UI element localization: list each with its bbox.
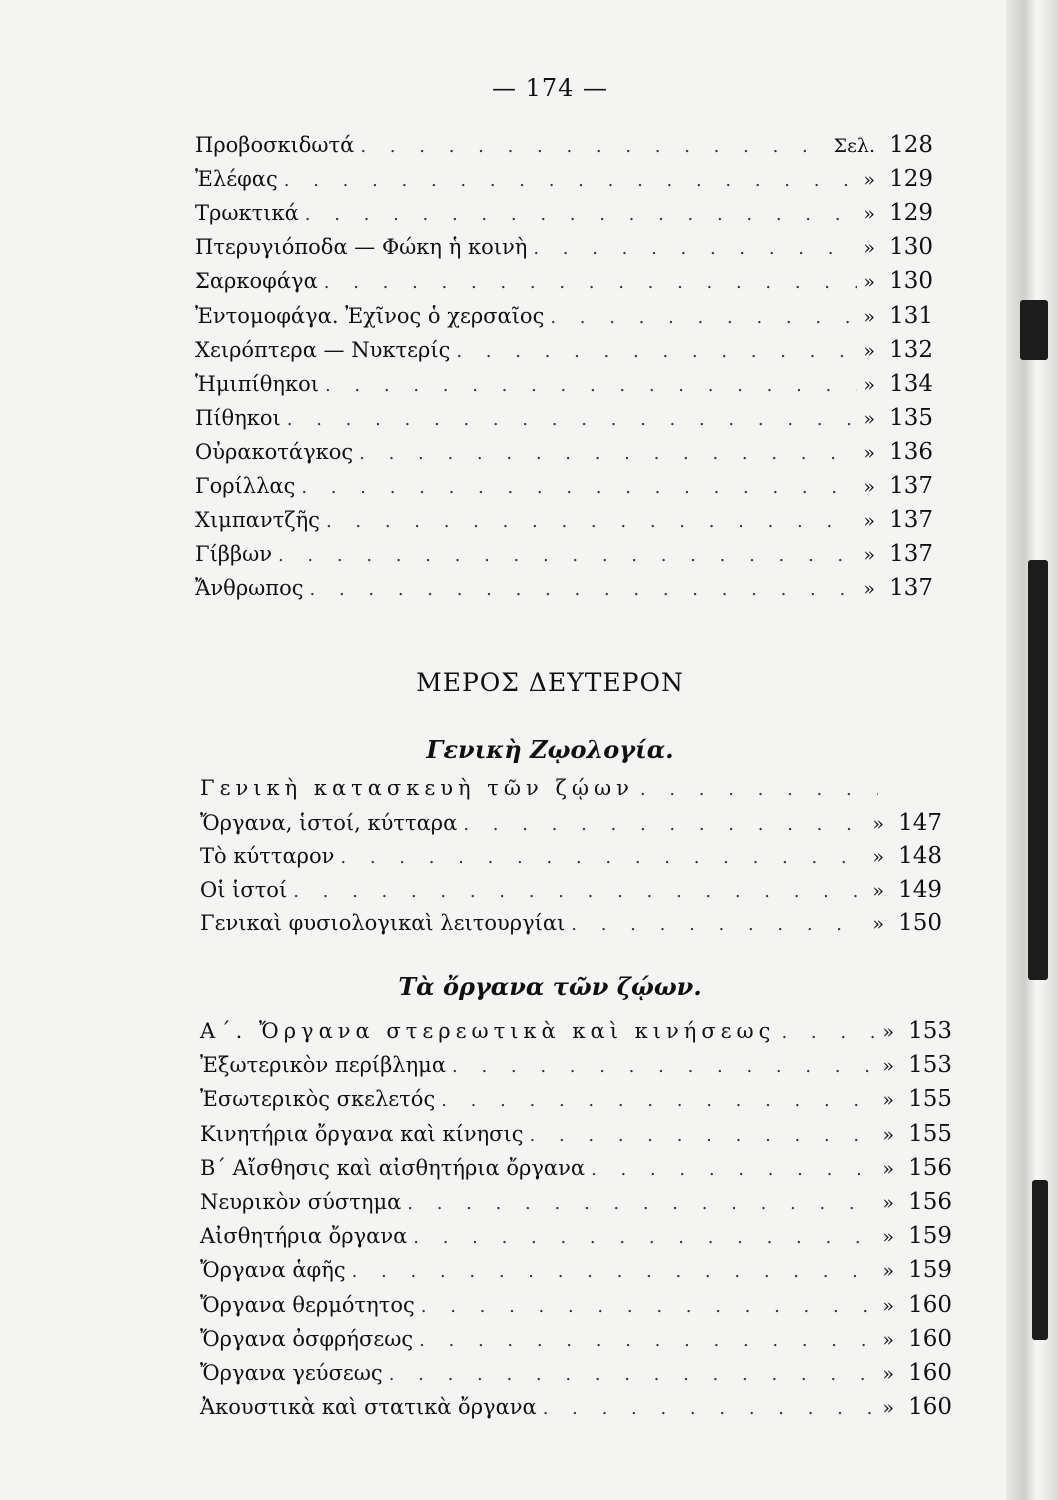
ditto-mark: » (882, 1021, 894, 1043)
toc-entry (200, 810, 942, 844)
ditto-mark: » (863, 237, 875, 260)
toc-entry-page: 150 (898, 910, 942, 937)
toc-entry (200, 776, 942, 810)
ditto-mark: » (863, 476, 875, 498)
toc-entry-title: Ἐξωτερικὸν περίβλημα (200, 1053, 447, 1078)
toc-entry-page: 129 (889, 200, 933, 227)
dot-leader (413, 1227, 876, 1248)
dot-leader (533, 238, 857, 259)
dot-leader (326, 511, 857, 532)
dot-leader (530, 1125, 877, 1146)
toc-entry (195, 507, 933, 541)
ditto-mark: » (882, 1363, 894, 1385)
ditto-mark: » (882, 1055, 894, 1078)
toc-entry (200, 1257, 952, 1291)
ditto-mark: » (863, 203, 875, 226)
ditto-mark: » (872, 812, 884, 835)
toc-entry (195, 575, 933, 609)
toc-entry-page: 137 (889, 507, 933, 534)
toc-entry (195, 371, 933, 405)
dot-leader (571, 914, 866, 935)
dot-leader (278, 545, 857, 566)
toc-entry-title: Γενικὴ κατασκευὴ τῶν ζῴων (200, 776, 634, 800)
toc-entry-title: Ὄργανα γεύσεως (200, 1361, 383, 1385)
toc-entry-page: 132 (889, 336, 933, 363)
toc-entry-title: Νευρικὸν σύστημα (200, 1190, 402, 1214)
organs-title: Τὰ ὄργανα τῶν ζῴων. (398, 972, 702, 1001)
dot-leader (419, 1330, 876, 1351)
toc-entry-page: 160 (908, 1360, 952, 1386)
dot-leader (543, 1398, 877, 1419)
dot-leader (324, 272, 858, 293)
dot-leader (407, 1193, 876, 1214)
toc-entry (200, 1052, 952, 1086)
toc-entry (200, 1292, 952, 1326)
toc-entry-title: Πτερυγιόποδα — Φώκη ἡ κοινὴ (195, 235, 528, 260)
toc-entry-title: Γενικαὶ φυσιολογικαὶ λειτουργίαι (200, 911, 566, 936)
dot-leader (352, 1261, 877, 1282)
dot-leader (359, 443, 857, 464)
toc-entry-title: Πίθηκοι (195, 405, 281, 430)
toc-entry-page: 155 (908, 1086, 952, 1113)
toc-entry (200, 1189, 952, 1223)
ditto-mark: » (863, 169, 875, 192)
toc-entry-title: Κινητήρια ὄργανα καὶ κίνησις (200, 1121, 524, 1146)
ditto-mark: » (882, 1123, 894, 1146)
toc-entry (200, 1223, 952, 1257)
toc-entry (200, 1394, 952, 1428)
ditto-mark: » (872, 913, 884, 936)
ditto-mark: » (863, 544, 875, 567)
dot-leader (293, 881, 866, 902)
ditto-mark: » (863, 510, 875, 533)
toc-entry-page: 129 (889, 166, 933, 193)
toc-entry-page: 153 (908, 1018, 952, 1044)
toc-entry-title: Τὸ κύτταρον (200, 844, 335, 869)
ditto-mark: » (863, 271, 875, 294)
dot-leader (340, 847, 866, 868)
dot-leader (441, 1090, 876, 1111)
toc-entry-page: 156 (908, 1189, 952, 1215)
toc-entry (200, 877, 942, 911)
toc-entry (200, 1155, 952, 1189)
toc-entry-title: Χιμπαντζῆς (195, 508, 320, 533)
toc-entry-title: Οὐρακοτάγκος (195, 439, 354, 464)
dot-leader (305, 204, 858, 225)
toc-entry-page: 149 (898, 876, 942, 903)
toc-entry (200, 910, 942, 944)
toc-entry-title: Ὄργανα ὀσφρήσεως (200, 1326, 414, 1351)
dot-leader (301, 477, 857, 498)
general-zoology-title: Γενικὴ Ζῳολογία. (426, 735, 674, 764)
toc-entry-title: Ἐσωτερικὸς σκελετός (200, 1087, 436, 1112)
ditto-mark: Σελ. (833, 135, 875, 157)
toc-entry (195, 439, 933, 473)
ditto-mark: » (872, 846, 884, 869)
dot-leader (591, 1159, 876, 1180)
dot-leader (640, 779, 878, 800)
edge-mark (1028, 560, 1048, 980)
toc-entry-title: Γορίλλας (195, 474, 296, 498)
ditto-mark: » (882, 1192, 894, 1214)
toc-entry (200, 843, 942, 877)
toc-entry-page: 134 (889, 370, 933, 397)
ditto-mark: » (882, 1260, 894, 1283)
toc-entry-title: Χειρόπτερα — Νυκτερίς (195, 337, 451, 362)
edge-mark (1020, 300, 1048, 360)
toc-entry-title: Ἡμιπίθηκοι (195, 371, 319, 396)
toc-entry-page: 135 (889, 404, 933, 431)
ditto-mark: » (863, 441, 875, 464)
toc-entry-title: Ὄργανα ἁφῆς (200, 1258, 346, 1283)
toc-entry-page: 130 (889, 234, 933, 261)
toc-entry-page: 137 (889, 575, 933, 602)
edge-mark (1032, 1180, 1048, 1340)
toc-entry (195, 200, 933, 234)
toc-entry-page: 137 (889, 541, 933, 568)
part-two-title: ΜΕΡΟΣ ΔΕΥΤΕΡΟΝ (416, 668, 684, 697)
ditto-mark: » (863, 578, 875, 601)
toc-entry-title: Ἀκουστικὰ καὶ στατικὰ ὄργανα (200, 1395, 537, 1420)
toc-entry-page: 160 (908, 1394, 952, 1421)
ditto-mark: » (863, 339, 875, 362)
dot-leader (456, 341, 857, 362)
dot-leader (452, 1056, 876, 1077)
toc-entry (195, 473, 933, 507)
dot-leader (781, 1022, 876, 1043)
toc-entry (195, 268, 933, 302)
ditto-mark: » (863, 373, 875, 396)
toc-entry (195, 303, 933, 337)
toc-entry-page: 147 (898, 809, 942, 836)
toc-entry-page: 148 (898, 843, 942, 870)
toc-entry-page: 156 (908, 1154, 952, 1181)
ditto-mark: » (882, 1089, 894, 1112)
toc-entry-page: 160 (908, 1291, 952, 1318)
toc-entry-title: Ὄργανα θερμότητος (200, 1292, 415, 1317)
toc-entry-page: 136 (889, 438, 933, 465)
toc-entry-page: 137 (889, 473, 933, 499)
toc-entry (195, 337, 933, 371)
toc-entry (195, 166, 933, 200)
toc-entry (195, 234, 933, 268)
toc-entry-title: Ἐλέφας (195, 167, 278, 192)
toc-entry (200, 1018, 952, 1052)
toc-entry-page: 130 (889, 268, 933, 295)
toc-entry (200, 1121, 952, 1155)
ditto-mark: » (863, 407, 875, 430)
toc-entry-title: Αἰσθητήρια ὄργανα (200, 1224, 408, 1249)
toc-entry-page: 160 (908, 1325, 952, 1352)
toc-entry-title: Οἱ ἱστοί (200, 877, 288, 902)
dot-leader (421, 1296, 877, 1317)
dot-leader (287, 409, 858, 430)
toc-entry-page: 153 (908, 1052, 952, 1079)
ditto-mark: » (872, 879, 884, 902)
toc-entry (200, 1326, 952, 1360)
dot-leader (310, 579, 858, 600)
toc-entry-page: 159 (908, 1223, 952, 1250)
toc-entry-title: Σαρκοφάγα (195, 269, 318, 294)
ditto-mark: » (882, 1226, 894, 1249)
toc-entry (195, 132, 933, 166)
dot-leader (463, 814, 866, 835)
dot-leader (325, 375, 857, 396)
toc-entry (200, 1360, 952, 1394)
ditto-mark: » (882, 1157, 894, 1180)
dot-leader (284, 170, 858, 191)
toc-entry (195, 541, 933, 575)
toc-entry-page: 128 (889, 132, 933, 158)
toc-entry (200, 1086, 952, 1120)
ditto-mark: » (882, 1397, 894, 1420)
toc-entry (195, 405, 933, 439)
toc-entry-page: 155 (908, 1120, 952, 1147)
toc-entry-title: Ἐντομοφάγα. Ἐχῖνος ὁ χερσαῖος (195, 303, 545, 328)
toc-entry-title: Ὄργανα, ἱστοί, κύτταρα (200, 810, 458, 835)
ditto-mark: » (882, 1328, 894, 1351)
toc-entry-title: Τρωκτικά (195, 201, 299, 226)
ditto-mark: » (863, 305, 875, 328)
toc-entry-title: Ἄνθρωπος (195, 576, 304, 601)
toc-entry-title: Προβοσκιδωτά (195, 133, 355, 157)
toc-entry-title: Γίββων (195, 542, 272, 567)
toc-entry-page: 159 (908, 1257, 952, 1284)
toc-entry-page: 131 (889, 302, 933, 329)
ditto-mark: » (882, 1294, 894, 1317)
dot-leader (389, 1364, 877, 1385)
page-number: — 174 — (491, 74, 609, 102)
toc-entry-title: Β΄ Αἴσθησις καὶ αἰσθητήρια ὄργανα (200, 1155, 586, 1180)
toc-entry-title: Α΄. Ὄργανα στερεωτικὰ καὶ κινήσεως (200, 1019, 776, 1043)
dot-leader (360, 136, 827, 157)
dot-leader (550, 307, 857, 328)
